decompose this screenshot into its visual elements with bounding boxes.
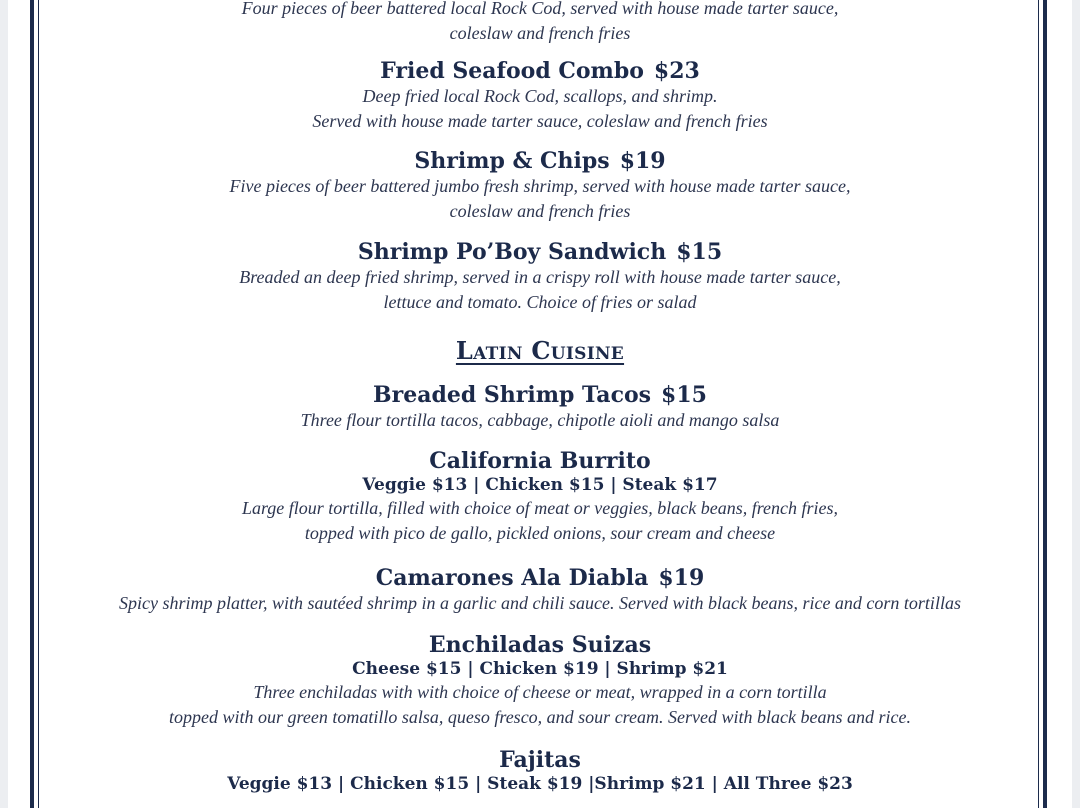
item-description-line: lettuce and tomato. Choice of fries or salad <box>383 292 697 312</box>
item-name: Camarones Ala Diabla <box>375 565 649 591</box>
menu-item-fried-seafood-combo <box>0 58 1080 134</box>
item-name: Enchiladas Suizas <box>428 632 652 658</box>
item-price: $15 <box>676 239 723 265</box>
item-title <box>0 382 1080 408</box>
item-description-line: coleslaw and french fries <box>449 23 631 43</box>
item-description-line: Spicy shrimp platter, with sautéed shrimp in a garlic and chili sauce. Served with black beans, rice and corn tortillas <box>119 593 961 613</box>
item-description-line: Deep fried local Rock Cod, scallops, and shrimp. <box>362 86 718 106</box>
item-name: Fried Seafood Combo <box>380 58 644 84</box>
item-name: Fajitas <box>499 747 581 773</box>
item-price: $15 <box>661 382 707 408</box>
section-heading-latin-cuisine <box>0 336 1080 365</box>
item-title <box>0 239 1080 265</box>
item-title <box>0 148 1080 174</box>
item-title <box>0 58 1080 84</box>
item-description-line: topped with our green tomatillo salsa, queso fresco, and sour cream. Served with black beans and rice. <box>169 707 911 727</box>
item-price-options: Veggie $13 | Chicken $15 | Steak $17 <box>362 475 718 495</box>
menu-item-fajitas <box>0 747 1080 795</box>
menu-item-breaded-shrimp-tacos <box>0 382 1080 433</box>
item-name: Shrimp & Chips <box>414 148 610 174</box>
item-description-line: topped with pico de gallo, pickled onions, sour cream and cheese <box>304 523 776 543</box>
item-description-line: Four pieces of beer battered local Rock Cod, served with house made tarter sauce, <box>241 0 839 18</box>
item-description-line: Three flour tortilla tacos, cabbage, chipotle aioli and mango salsa <box>300 410 780 430</box>
section-heading-text: Latin Cuisine <box>455 336 625 365</box>
item-title <box>0 565 1080 591</box>
item-price-options: Cheese $15 | Chicken $19 | Shrimp $21 <box>352 659 728 679</box>
item-name: California Burrito <box>429 448 651 474</box>
menu-item-california-burrito <box>0 448 1080 546</box>
item-description-line: Five pieces of beer battered jumbo fresh shrimp, served with house made tarter sauce, <box>229 176 851 196</box>
item-price: $23 <box>653 58 700 84</box>
item-description-line: Large flour tortilla, filled with choice of meat or veggies, black beans, french fries, <box>241 498 839 518</box>
item-description-line: coleslaw and french fries <box>449 201 631 221</box>
item-description-line: Served with house made tarter sauce, coleslaw and french fries <box>312 111 768 131</box>
item-price: $19 <box>658 565 705 591</box>
menu-item-enchiladas-suizas <box>0 632 1080 730</box>
item-name: Breaded Shrimp Tacos <box>373 382 652 408</box>
item-price-options: Veggie $13 | Chicken $15 | Steak $19 |Shrimp $21 | All Three $23 <box>227 774 853 794</box>
item-description-line: Three enchiladas with with choice of cheese or meat, wrapped in a corn tortilla <box>253 682 827 702</box>
item-description-line: Breaded an deep fried shrimp, served in a crispy roll with house made tarter sauce, <box>239 267 841 287</box>
menu-item-shrimp-and-chips <box>0 148 1080 224</box>
menu-item-camarones-ala-diabla <box>0 565 1080 616</box>
menu-item-fish-and-chips <box>0 0 1080 46</box>
item-price: $19 <box>619 148 666 174</box>
item-name: Shrimp Po’Boy Sandwich <box>357 239 667 265</box>
menu-item-shrimp-poboy <box>0 239 1080 315</box>
